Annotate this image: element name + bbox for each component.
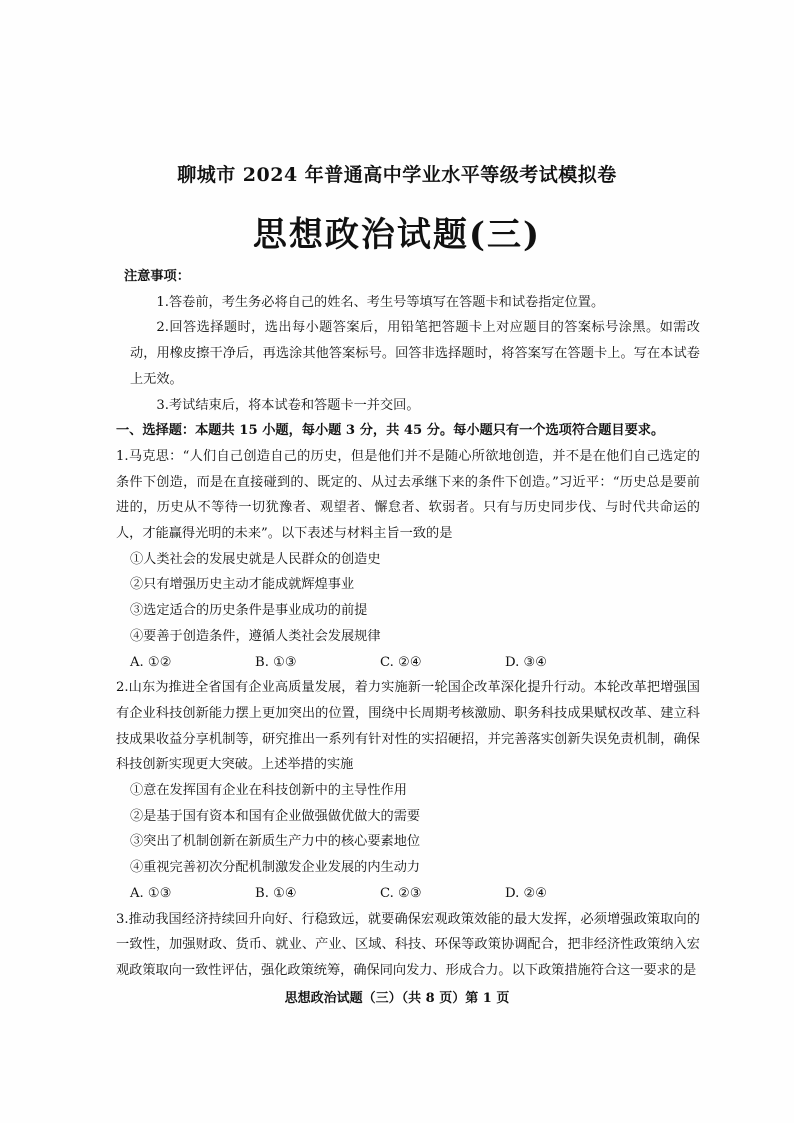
question-1-stem: 1.马克思：“人们自己创造自己的历史，但是他们并不是随心所欲地创造，并不是在他们自己选定的条件下创造，而是在直接碰到的、既定的、从过去承继下来的条件下创造。”习近平：“历史总是要前进的，历史从不等待一切犹豫者、观望者、懈怠者、软弱者。只有与历史同步伐、与时代共命运的人，才能赢得光明的未来”。以下表述与材料主旨一致的是 [116,448,700,542]
question-1-option: ③选定适合的历史条件是事业成功的前提 [130,603,368,619]
question-2-stem: 2.山东为推进全省国有企业高质量发展，着力实施新一轮国企改革深化提升行动。本轮改革把增强国有企业科技创新能力摆上更加突出的位置，围绕中长周期考核激励、职务科技成果赋权改革、建立科技成果收益分享机制等，研究推出一系列有针对性的实招硬招，并完善落实创新失误免责机制，确保科技创新实现更大突破。上述举措的实施 [116,680,700,773]
question-2-option: ③突出了机制创新在新质生产力中的核心要素地位 [130,834,421,850]
question-2-option: ②是基于国有资本和国有企业做强做优做大的需要 [130,808,421,824]
choice-b: B. ①④ [255,885,297,901]
choice-c: C. ②③ [380,885,422,901]
question-1-option: ④要善于创造条件，遵循人类社会发展规律 [130,628,381,644]
choice-d: D. ②④ [505,885,548,901]
exam-content [116,264,700,984]
choice-a: A. ①② [130,654,172,670]
notice-item: 3.考试结束后，将本试卷和答题卡一并交回。 [156,397,420,413]
question-2-option: ①意在发挥国有企业在科技创新中的主导性作用 [130,783,407,799]
choice-a: A. ①③ [130,885,172,901]
question-2-option: ④重视完善初次分配机制激发企业发展的内生动力 [130,860,421,876]
notice-item: 2.回答选择题时，选出每小题答案后，用铅笔把答题卡上对应题目的答案标号涂黑。如需改动，用橡皮擦干净后，再选涂其他答案标号。回答非选择题时，将答案写在答题卡上。写在本试卷上无效。 [130,320,700,387]
page-footer: 思想政治试题（三）（共 8 页）第 1 页 [284,991,510,1006]
subject-title: 思想政治试题(三) [252,215,542,255]
question-2-choices [130,881,630,907]
question-1-choices [130,650,630,676]
question-1-option: ②只有增强历史主动才能成就辉煌事业 [130,577,355,593]
notice-item: 1.答卷前，考生务必将自己的姓名、考生号等填写在答题卡和试卷指定位置。 [156,294,605,310]
question-1-option: ①人类社会的发展史就是人民群众的创造史 [130,551,381,567]
choice-c: C. ②④ [380,654,422,670]
choice-d: D. ③④ [505,654,548,670]
section-heading: 一、选择题：本题共 15 小题，每小题 3 分，共 45 分。每小题只有一个选项符合题目要求。 [116,423,665,439]
question-3-stem: 3.推动我国经济持续回升向好、行稳致远，就要确保宏观政策效能的最大发挥，必须增强政策取向的一致性，加强财政、货币、就业、产业、区域、科技、环保等政策协调配合，把非经济性政策纳入宏观政策取向一致性评估，强化政策统筹，确保同向发力、形成合力。以下政策措施符合这一要求的是 [116,911,700,978]
notice-heading: 注意事项： [124,269,190,284]
exam-title: 聊城市 2024 年普通高中学业水平等级考试模拟卷 [177,164,617,186]
choice-b: B. ①③ [255,654,297,670]
